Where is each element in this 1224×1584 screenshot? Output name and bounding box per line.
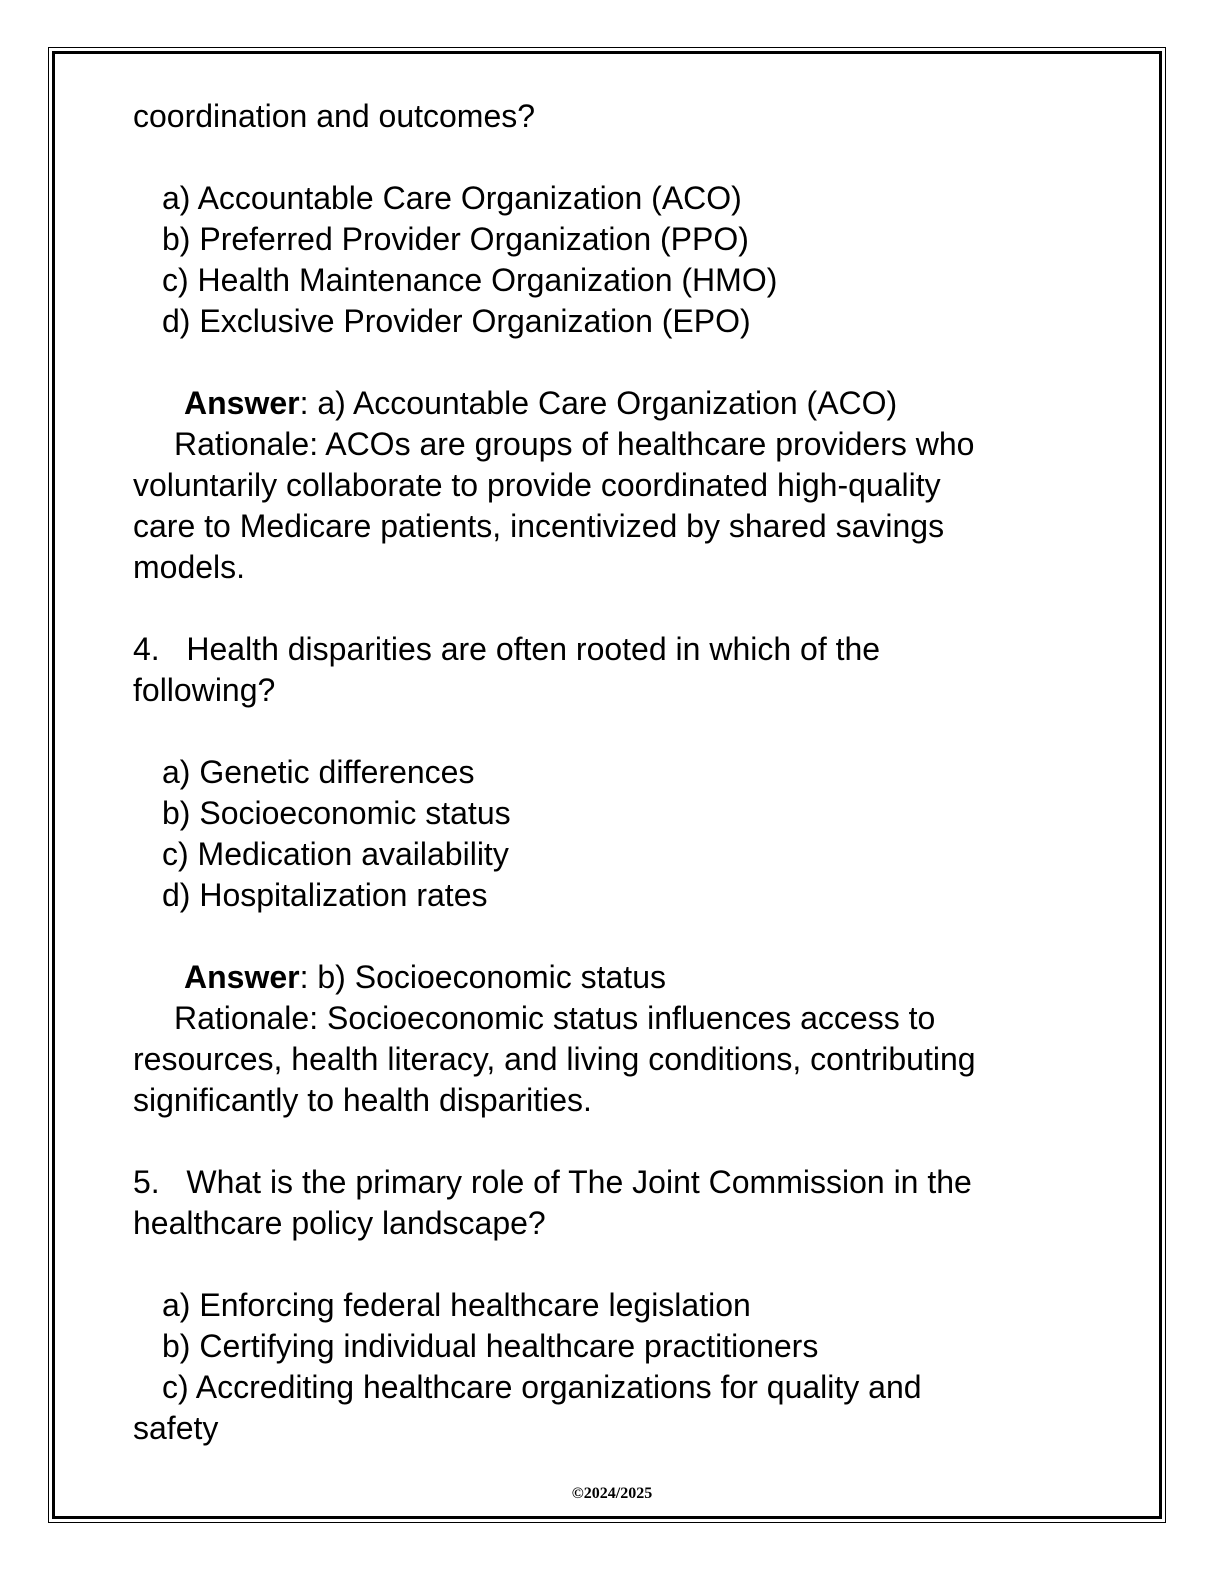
q4-rationale-line-3: significantly to health disparities. bbox=[133, 1082, 592, 1118]
q3-answer-text: : a) Accountable Care Organization (ACO) bbox=[299, 385, 898, 421]
spacer bbox=[133, 342, 1113, 383]
q4-option-b: b) Socioeconomic status bbox=[162, 795, 511, 831]
spacer bbox=[133, 137, 1113, 178]
q5-option-a: a) Enforcing federal healthcare legislation bbox=[162, 1287, 751, 1323]
q3-rationale-line-3: care to Medicare patients, incentivized by shared savings bbox=[133, 508, 945, 544]
question-4-stem-line-2: following? bbox=[133, 672, 276, 708]
question-5-stem-line-2: healthcare policy landscape? bbox=[133, 1205, 546, 1241]
q5-option-c: c) Accrediting healthcare organizations for quality and bbox=[162, 1369, 922, 1405]
question-5-stem-line-1: 5. What is the primary role of The Joint Commission in the bbox=[133, 1164, 972, 1200]
q3-rationale-line-4: models. bbox=[133, 549, 246, 585]
q4-rationale-line-2: resources, health literacy, and living conditions, contributing bbox=[133, 1041, 976, 1077]
spacer bbox=[133, 1121, 1113, 1162]
q4-rationale-line-1: Rationale: Socioeconomic status influences access to bbox=[174, 1000, 936, 1036]
spacer bbox=[133, 711, 1113, 752]
q5-option-b: b) Certifying individual healthcare practitioners bbox=[162, 1328, 819, 1364]
spacer bbox=[133, 588, 1113, 629]
q3-option-c: c) Health Maintenance Organization (HMO) bbox=[162, 262, 778, 298]
q4-answer-text: : b) Socioeconomic status bbox=[299, 959, 666, 995]
q4-option-d: d) Hospitalization rates bbox=[162, 877, 488, 913]
q4-option-a: a) Genetic differences bbox=[162, 754, 475, 790]
q4-answer-label: Answer bbox=[184, 959, 300, 995]
q4-option-c: c) Medication availability bbox=[162, 836, 509, 872]
q3-rationale-line-1: Rationale: ACOs are groups of healthcare providers who bbox=[174, 426, 975, 462]
q3-answer-label: Answer bbox=[184, 385, 300, 421]
question-3-stem-tail: coordination and outcomes? bbox=[133, 98, 536, 134]
q4-answer bbox=[133, 957, 1113, 998]
q3-rationale-line-2: voluntarily collaborate to provide coordinated high-quality bbox=[133, 467, 941, 503]
spacer bbox=[133, 1244, 1113, 1285]
q3-option-b: b) Preferred Provider Organization (PPO) bbox=[162, 221, 749, 257]
q3-answer bbox=[133, 383, 1113, 424]
q5-option-c-wrap: safety bbox=[133, 1410, 219, 1446]
page-content bbox=[133, 96, 1113, 1449]
copyright-footer: ©2024/2025 bbox=[571, 1485, 653, 1502]
q3-option-a: a) Accountable Care Organization (ACO) bbox=[162, 180, 742, 216]
q3-option-d: d) Exclusive Provider Organization (EPO) bbox=[162, 303, 751, 339]
question-4-stem-line-1: 4. Health disparities are often rooted in which of the bbox=[133, 631, 881, 667]
spacer bbox=[133, 916, 1113, 957]
